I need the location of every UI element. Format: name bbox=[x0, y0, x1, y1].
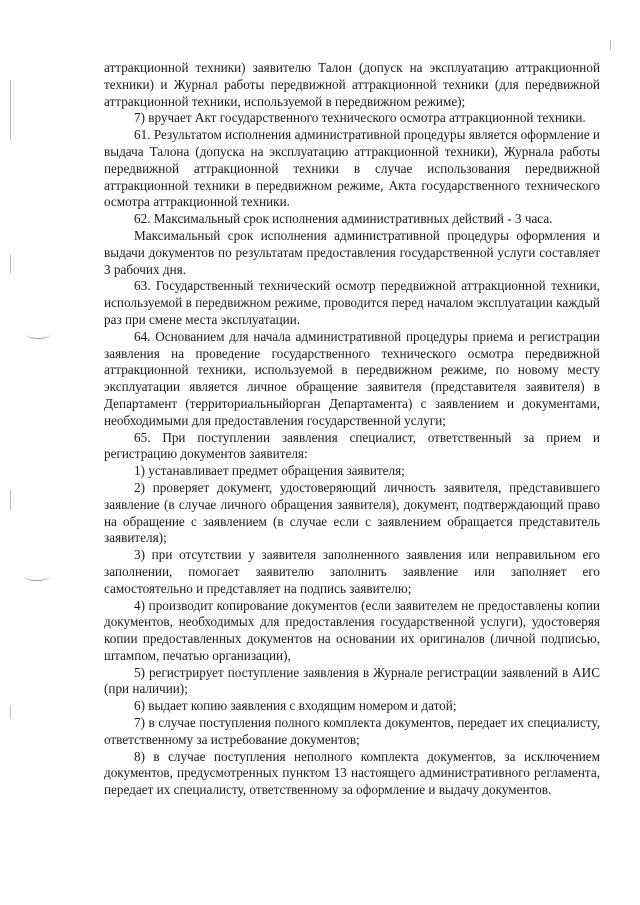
paragraph: 8) в случае поступления неполного комплекта документов, за исключением документов, предусмотренных пунктом 13 настоящего административного регламента, передает их специалисту, ответственному за оформление и выдачу документов. bbox=[104, 748, 600, 798]
paragraph: 1) устанавливает предмет обращения заявителя; bbox=[134, 463, 405, 479]
paragraph: 61. Результатом исполнения административной процедуры является оформление и выдача Талона (допуска на эксплуатацию аттракционной техники), Журнала работы передвижной аттракционной техники в случае использования передвижной аттракционной техники в передвижном режиме, Акта государственного технического осмотра аттракционной техники. bbox=[104, 127, 600, 210]
scan-artifact bbox=[26, 330, 50, 339]
paragraph: 3) при отсутствии у заявителя заполненного заявления или неправильном его заполнении, помогает заявителю заполнить заявление или заполняет его самостоятельно и представляет на подпись заявителю; bbox=[104, 547, 600, 596]
paragraph: 4) производит копирование документов (если заявителем не предоставлены копии документов, необходимых для предоставления государственной услуги), удостоверяя копии предоставленных документов на основании их оригиналов (личной подписью, штампом, печатью организации), bbox=[104, 597, 600, 663]
scan-artifact bbox=[24, 572, 50, 581]
paragraph: 63. Государственный технический осмотр передвижной аттракционной техники, используемой в передвижном режиме, проводится перед началом эксплуатации каждый раз при смене места эксплуатации. bbox=[104, 278, 600, 327]
paragraph: 7) вручает Акт государственного технического осмотра аттракционной техники. bbox=[134, 110, 586, 126]
scan-artifact bbox=[10, 705, 11, 719]
paragraph: 2) проверяет документ, удостоверяющий личность заявителя, представившего заявление (в случае личного обращения заявителя), документ, подтверждающий право на обращение с заявлением (в случае если с заявлением обращается представитель заявителя); bbox=[104, 479, 600, 546]
paragraph: 62. Максимальный срок исполнения административных действий - 3 часа. bbox=[134, 211, 553, 227]
paragraph: 65. При поступлении заявления специалист, ответственный за прием и регистрацию документов заявителя: bbox=[104, 429, 600, 462]
paragraph: аттракционной техники) заявителю Талон (допуск на эксплуатацию аттракционной техники) и Журнал работы передвижной аттракционной техники (для передвижной аттракционной техники, используемой в передвижном режиме); bbox=[104, 60, 600, 109]
paragraph: 7) в случае поступления полного комплекта документов, передает их специалисту, ответственному за истребование документов; bbox=[104, 715, 600, 747]
paragraph: 6) выдает копию заявления с входящим номером и датой; bbox=[134, 698, 457, 714]
paragraph: 5) регистрирует поступление заявления в Журнале регистрации заявлений в АИС (при наличии); bbox=[104, 664, 600, 697]
scan-artifact bbox=[10, 255, 11, 273]
scan-artifact bbox=[10, 80, 11, 140]
paragraph: Максимальный срок исполнения административной процедуры оформления и выдачи документов по результатам предоставления государственной услуги составляет 3 рабочих дня. bbox=[104, 227, 600, 277]
document-body bbox=[104, 60, 600, 799]
scan-artifact bbox=[10, 490, 11, 510]
scan-artifact bbox=[610, 40, 611, 50]
paragraph: 64. Основанием для начала административной процедуры приема и регистрации заявления на проведение государственного технического осмотра передвижной аттракционной техники, используемой в передвижном режиме, по новому месту эксплуатации является личное обращение заявителя (представителя заявителя) в Департамент (территориальныйорган Департамента) с заявлением и документами, необходимыми для предоставления государственной услуги; bbox=[104, 328, 600, 428]
